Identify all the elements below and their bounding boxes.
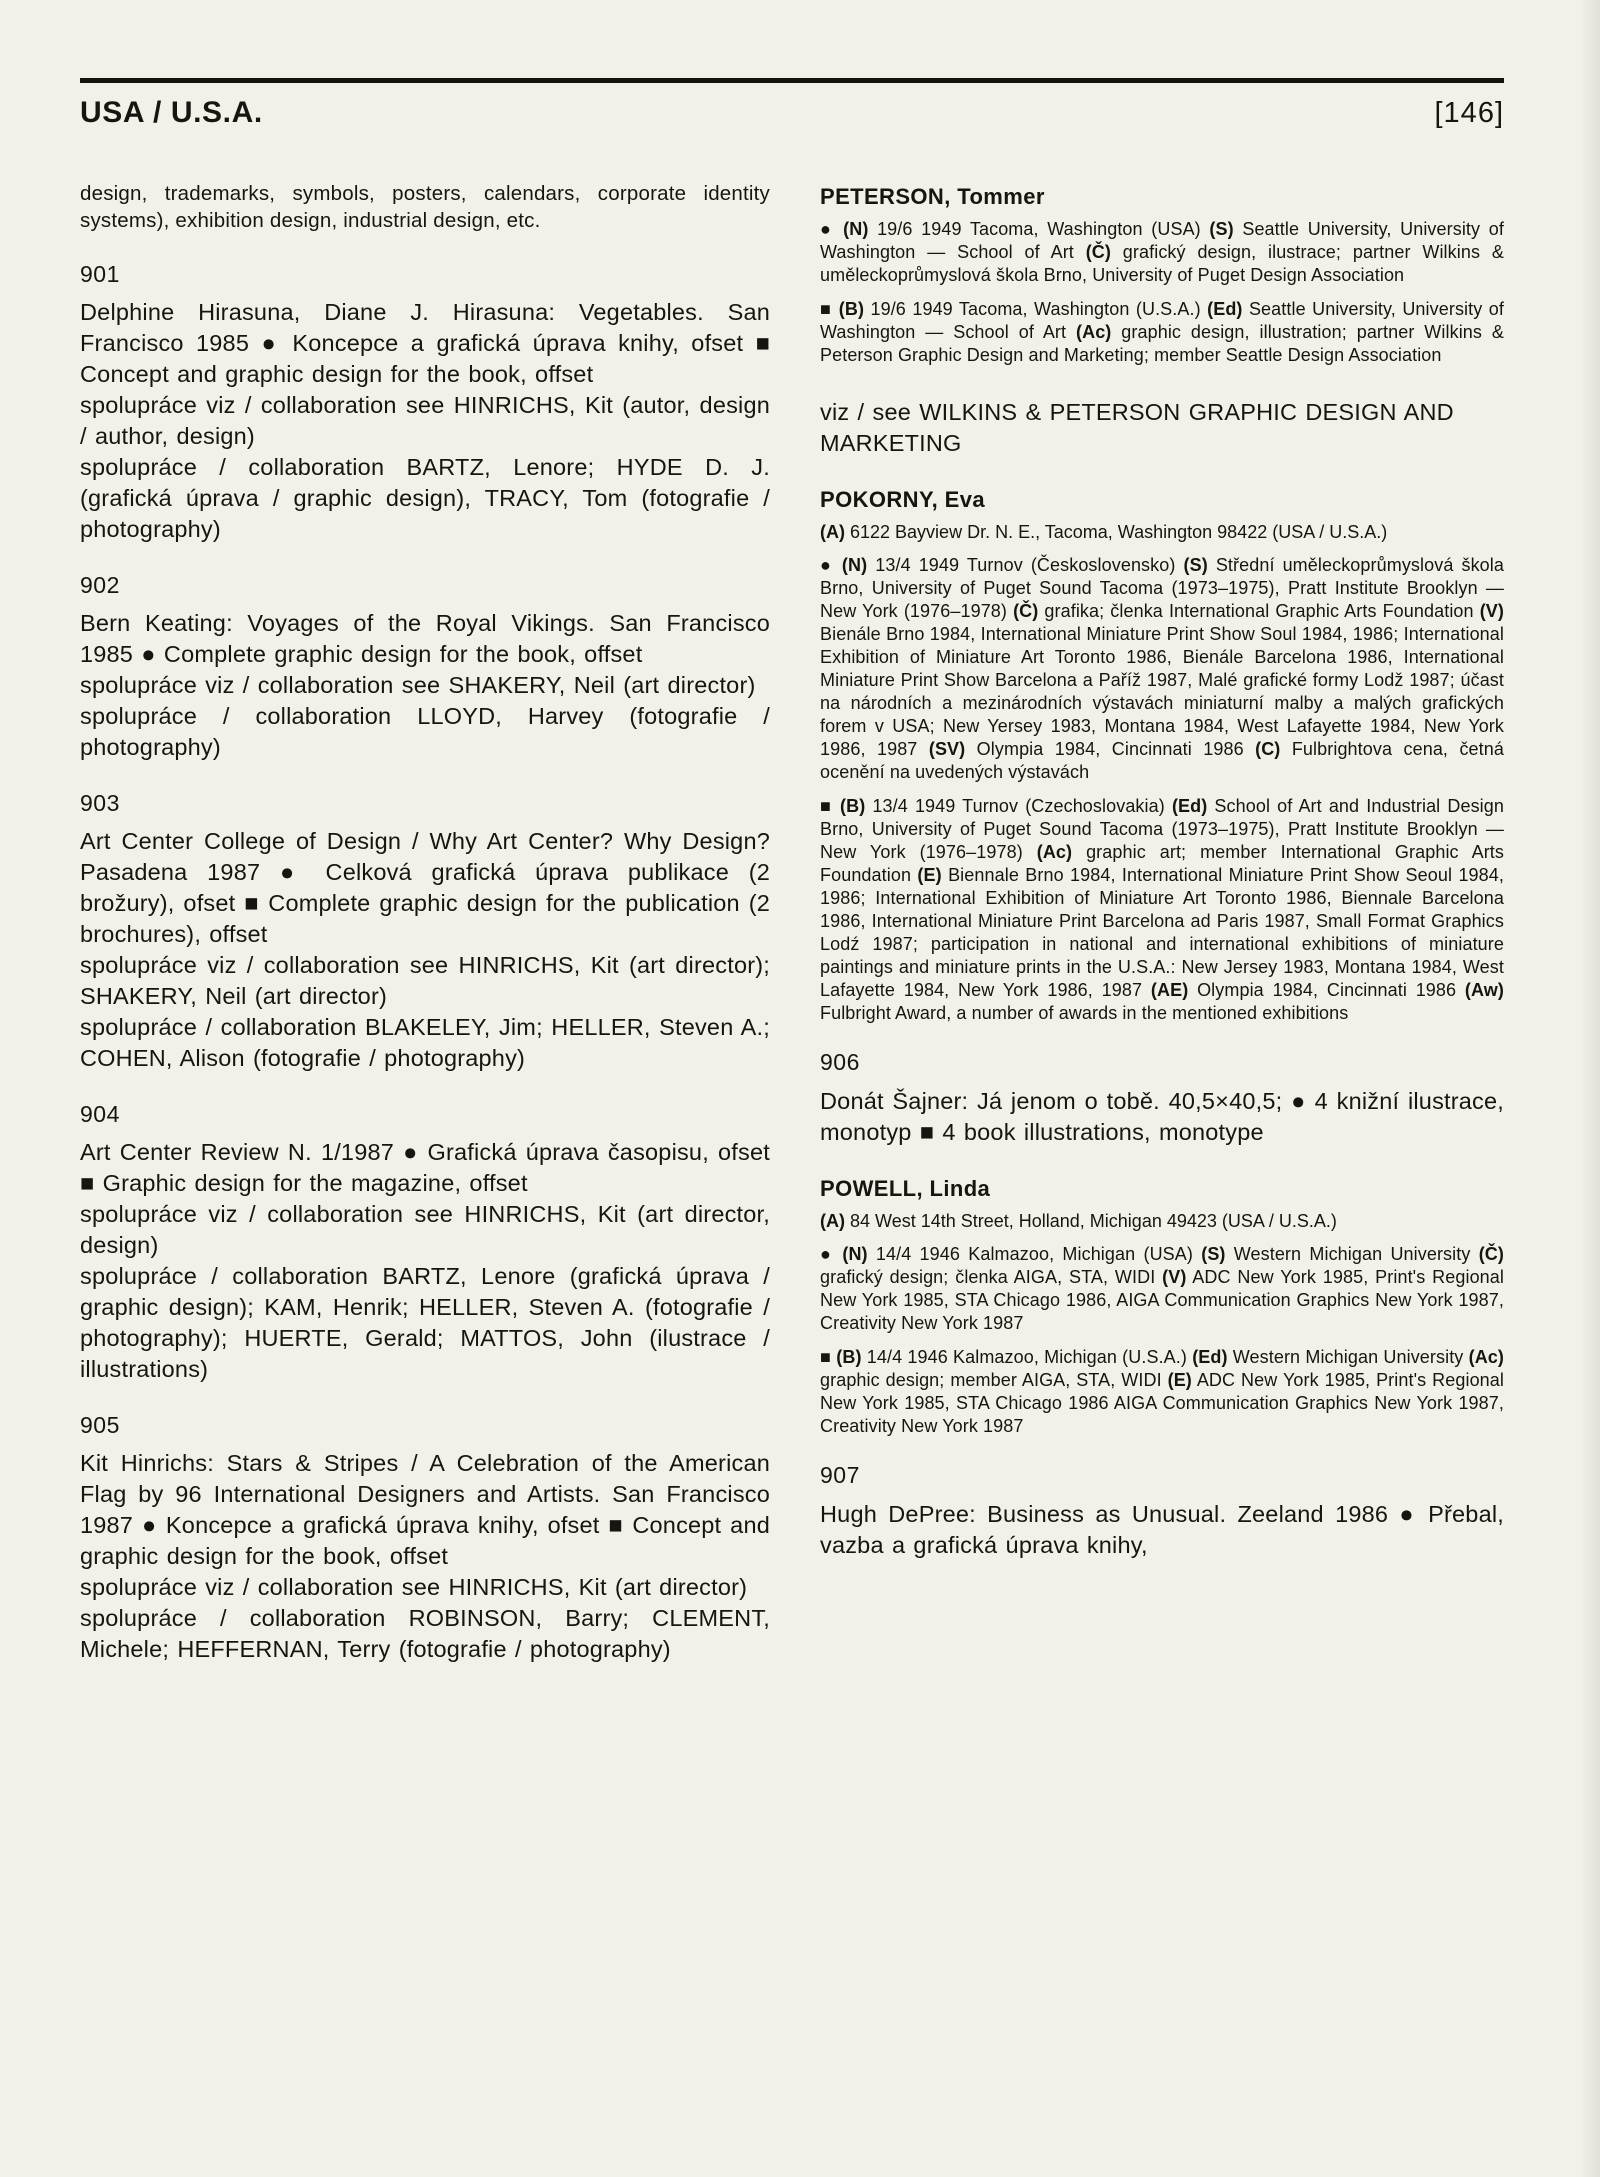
page-header	[80, 0, 1504, 130]
entry-number: 903	[80, 790, 120, 816]
entry-paragraph: spolupráce / collaboration BARTZ, Lenore (grafická úprava / graphic design); KAM, Henrik; HELLER, Steven A. (fotografie / photography); HUERTE, Gerald; MATTOS, John (ilustrace / illustrations)	[80, 1263, 770, 1382]
address-line: (A) 6122 Bayview Dr. N. E., Tacoma, Washington 98422 (USA / U.S.A.)	[820, 522, 1388, 542]
catalog-entry-902	[80, 572, 770, 763]
entry-paragraph: spolupráce / collaboration BARTZ, Lenore; HYDE D. J. (grafická úprava / graphic design), TRACY, Tom (fotografie / photography)	[80, 454, 770, 542]
entry-paragraph: Bern Keating: Voyages of the Royal Vikings. San Francisco 1985 ● Complete graphic design for the book, offset	[80, 610, 770, 667]
cross-reference: viz / see WILKINS & PETERSON GRAPHIC DESIGN AND MARKETING	[820, 399, 1454, 456]
entry-number: 905	[80, 1412, 120, 1438]
entry-number: 901	[80, 261, 120, 287]
entry-paragraph: Art Center Review N. 1/1987 ● Grafická úprava časopisu, ofset ■ Graphic design for the magazine, offset	[80, 1139, 770, 1196]
entry-number: 902	[80, 572, 120, 598]
section-title: USA / U.S.A.	[80, 96, 263, 129]
person-entry-pokorny	[820, 487, 1504, 1025]
entry-paragraph: spolupráce / collaboration BLAKELEY, Jim; HELLER, Steven A.; COHEN, Alison (fotografie / photography)	[80, 1014, 770, 1071]
entry-number: 907	[820, 1462, 860, 1488]
catalog-entry-907	[820, 1462, 1504, 1561]
entry-paragraph: spolupráce viz / collaboration see SHAKERY, Neil (art director)	[80, 672, 756, 698]
entry-paragraph: spolupráce viz / collaboration see HINRICHS, Kit (autor, design / author, design)	[80, 392, 770, 449]
entry-paragraph: Delphine Hirasuna, Diane J. Hirasuna: Vegetables. San Francisco 1985 ● Koncepce a grafická úprava knihy, ofset ■ Concept and graphic design for the book, offset	[80, 299, 770, 387]
entry-paragraph: spolupráce viz / collaboration see HINRICHS, Kit (art director)	[80, 1574, 748, 1600]
bio-paragraph-czech: ● (N) 13/4 1949 Turnov (Československo) (S) Střední uměleckoprůmyslová škola Brno, University of Puget Sound Tacoma (1973–1975), Pratt Institute Brooklyn — New York (1976–1978) (Č) grafika; členka International Graphic Arts Foundation (V) Bienále Brno 1984, International Miniature Print Show Soul 1984, 1986; International Exhibition of Miniature Art Toronto 1986, Bienále Barcelona 1986, International Miniature Print Show Barcelona a Paříž 1987, Malé grafické formy Lodž 1987; účast na národních a mezinárodních výstavách miniaturní malby a malých grafických forem v USA; New Yersey 1983, Montana 1984, West Lafayette 1984, New York 1986, 1987 (SV) Olympia 1984, Cincinnati 1986 (C) Fulbrightova cena, četná ocenění na uvedených výstavách	[820, 555, 1504, 782]
catalog-entry-904	[80, 1101, 770, 1385]
bio-paragraph-english: ■ (B) 13/4 1949 Turnov (Czechoslovakia) (Ed) School of Art and Industrial Design Brno, University of Puget Sound Tacoma (1973–1975), Pratt Institute Brooklyn — New York (1976–1978) (Ac) graphic art; member International Graphic Arts Foundation (E) Biennale Brno 1984, International Miniature Print Show Seoul 1984, 1986; International Exhibition of Miniature Art Toronto 1986, Biennale Barcelona 1986, International Miniature Print Barcelona ad Paris 1987, Small Format Graphics Lodź 1987; participation in national and international exhibitions of miniature paintings and miniature prints in the U.S.A.: New Jersey 1983, Montana 1984, West Lafayette 1984, New York 1986, 1987 (AE) Olympia 1984, Cincinnati 1986 (Aw) Fulbright Award, a number of awards in the mentioned exhibitions	[820, 796, 1504, 1023]
person-name: PETERSON, Tommer	[820, 184, 1045, 209]
catalog-entry-901	[80, 261, 770, 545]
intro-text: design, trademarks, symbols, posters, calendars, corporate identity systems), exhibition design, industrial design, etc.	[80, 182, 770, 232]
bio-paragraph-czech: ● (N) 14/4 1946 Kalmazoo, Michigan (USA) (S) Western Michigan University (Č) grafický design; členka AIGA, STA, WIDI (V) ADC New York 1985, Print's Regional New York 1985, STA Chicago 1986, AIGA Communication Graphics New York 1987, Creativity New York 1987	[820, 1244, 1504, 1333]
entry-paragraph: spolupráce viz / collaboration see HINRICHS, Kit (art director); SHAKERY, Neil (art director)	[80, 952, 770, 1009]
entry-paragraph: spolupráce viz / collaboration see HINRICHS, Kit (art director, design)	[80, 1201, 770, 1258]
left-column	[80, 180, 770, 1665]
right-column	[820, 180, 1504, 1665]
entry-paragraph: Kit Hinrichs: Stars & Stripes / A Celebration of the American Flag by 96 International Designers and Artists. San Francisco 1987 ● Koncepce a grafická úprava knihy, ofset ■ Concept and graphic design for the book, offset	[80, 1450, 770, 1569]
entry-paragraph: Hugh DePree: Business as Unusual. Zeeland 1986 ● Přebal, vazba a grafická úprava knihy,	[820, 1501, 1504, 1558]
bio-paragraph-czech: ● (N) 19/6 1949 Tacoma, Washington (USA) (S) Seattle University, University of Washington — School of Art (Č) grafický design, ilustrace; partner Wilkins & uměleckoprůmyslová škola Brno, University of Puget Design Association	[820, 219, 1504, 285]
header-rule	[80, 78, 1504, 83]
catalog-entry-905	[80, 1412, 770, 1665]
person-entry-powell	[820, 1176, 1504, 1438]
catalog-entry-903	[80, 790, 770, 1074]
person-entry-peterson	[820, 184, 1504, 459]
catalog-entry-906	[820, 1049, 1504, 1148]
bio-paragraph-english: ■ (B) 19/6 1949 Tacoma, Washington (U.S.A.) (Ed) Seattle University, University of Washington — School of Art (Ac) graphic design, illustration; partner Wilkins & Peterson Graphic Design and Marketing; member Seattle Design Association	[820, 299, 1504, 365]
entry-paragraph: Donát Šajner: Já jenom o tobě. 40,5×40,5; ● 4 knižní ilustrace, monotyp ■ 4 book illustrations, monotype	[820, 1088, 1504, 1145]
entry-paragraph: spolupráce / collaboration LLOYD, Harvey (fotografie / photography)	[80, 703, 770, 760]
entry-paragraph: spolupráce / collaboration ROBINSON, Barry; CLEMENT, Michele; HEFFERNAN, Terry (fotografie / photography)	[80, 1605, 770, 1662]
entry-number: 904	[80, 1101, 120, 1127]
bio-paragraph-english: ■ (B) 14/4 1946 Kalmazoo, Michigan (U.S.A.) (Ed) Western Michigan University (Ac) graphic design; member AIGA, STA, WIDI (E) ADC New York 1985, Print's Regional New York 1985, STA Chicago 1986 AIGA Communication Graphics New York 1987, Creativity New York 1987	[820, 1347, 1504, 1436]
entry-number: 906	[820, 1049, 860, 1075]
person-name: POWELL, Linda	[820, 1176, 991, 1201]
two-column-body	[80, 180, 1504, 1665]
address-line: (A) 84 West 14th Street, Holland, Michigan 49423 (USA / U.S.A.)	[820, 1211, 1337, 1231]
entry-paragraph: Art Center College of Design / Why Art Center? Why Design? Pasadena 1987 ● Celková grafická úprava publikace (2 brožury), ofset ■ Complete graphic design for the publication (2 brochures), offset	[80, 828, 770, 947]
person-name: POKORNY, Eva	[820, 487, 985, 512]
page-number: [146]	[1434, 97, 1504, 129]
